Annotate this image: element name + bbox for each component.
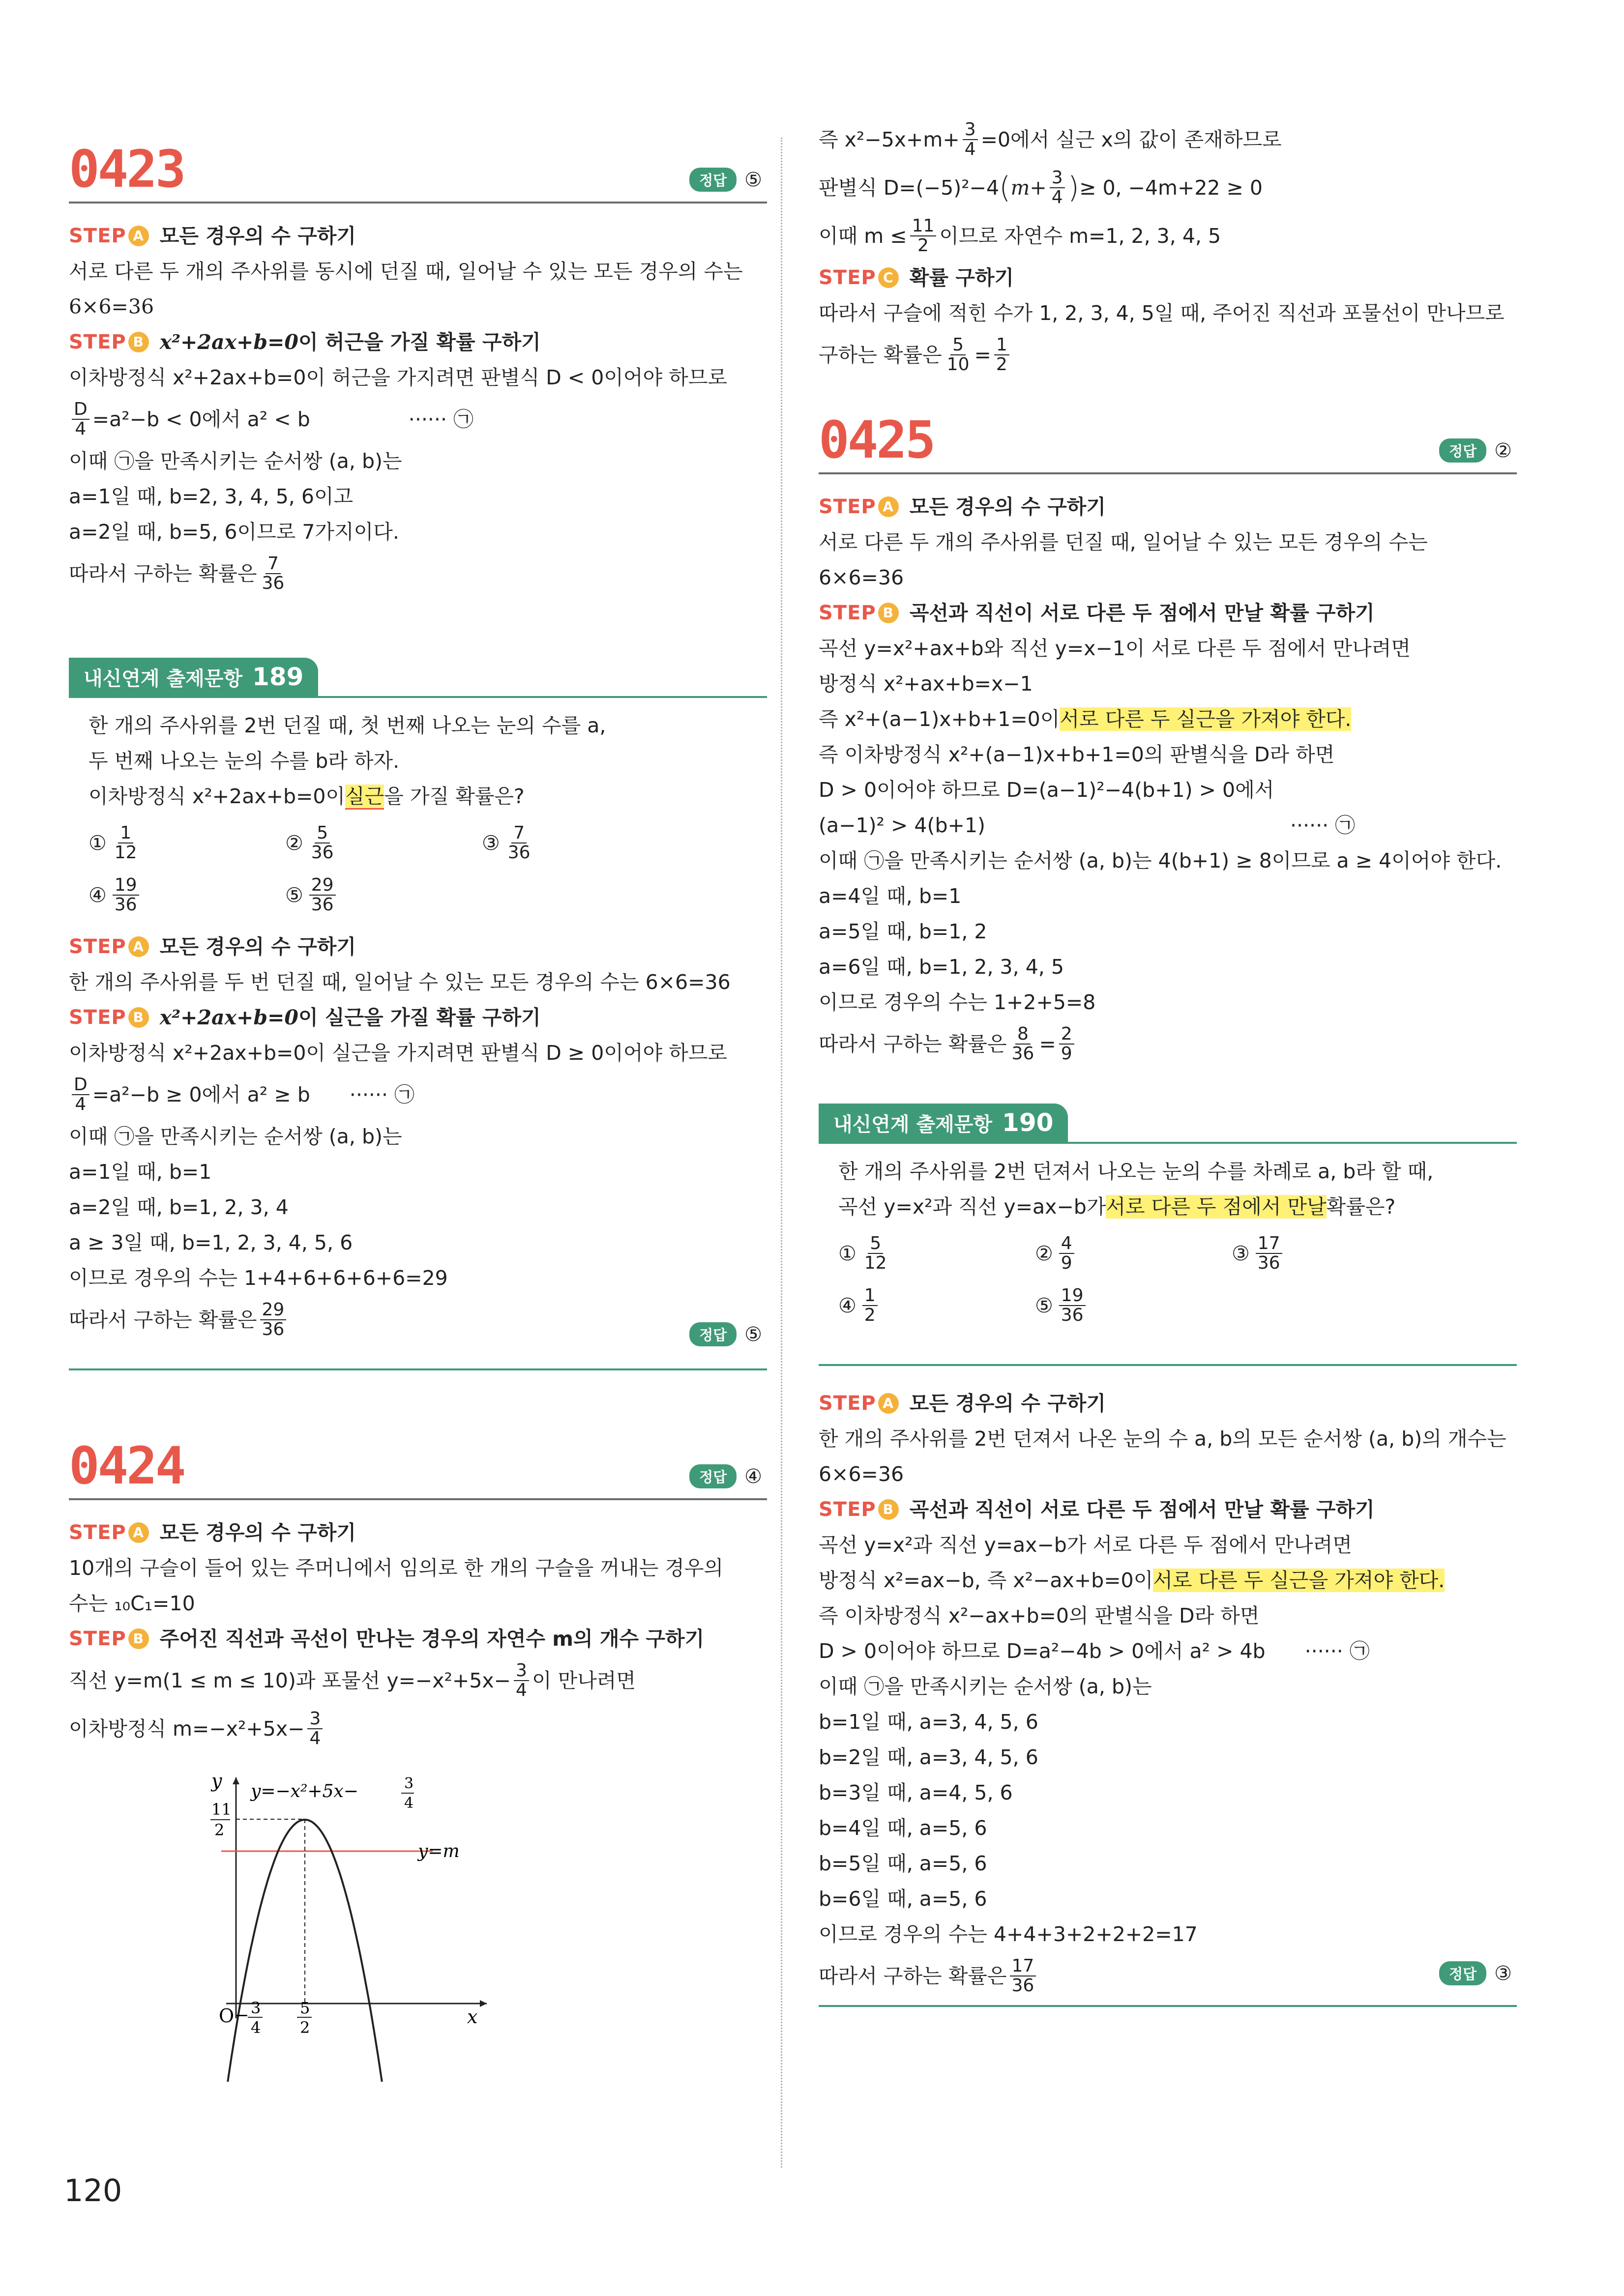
- fraction: $\frac{29}{36}$: [260, 1301, 287, 1339]
- answer-badge: [689, 168, 762, 192]
- problem-0425-header: [819, 404, 1517, 474]
- step-b-heading: [69, 1005, 767, 1030]
- step-badge: STEP B: [69, 1005, 149, 1030]
- step-badge: STEP B: [69, 329, 149, 355]
- text-line: a=4일 때, b=1: [819, 884, 962, 908]
- x-axis-label: x: [467, 2006, 478, 2028]
- text-line: 서로 다른 두 개의 주사위를 던질 때, 일어날 수 있는 모든 경우의 수는: [819, 530, 1428, 554]
- text-line: 곡선 y=x²+ax+b와 직선 y=x−1이 서로 다른 두 점에서 만나려면: [819, 637, 1411, 660]
- fraction: $\frac{3}{4}$: [307, 1710, 323, 1748]
- fraction: $\frac{2}{9}$: [1059, 1025, 1074, 1063]
- step-title: 확률 구하기: [909, 266, 1014, 290]
- page-number: 120: [64, 2173, 122, 2209]
- text-line: 이때 ㉠을 만족시키는 순서쌍 (a, b)는: [69, 449, 402, 473]
- text-line: 즉 x²−5x+m+ $\frac{3}{4}$ =0에서 실근 x의 값이 존재하므로: [819, 119, 1282, 159]
- fraction: $\frac{19}{36}$: [1059, 1286, 1086, 1325]
- fraction: $\frac{D}{4}$: [72, 1075, 89, 1114]
- text-line: a=2일 때, b=5, 6이므로 7가지이다.: [69, 520, 399, 544]
- step-title: 모든 경우의 수 구하기: [159, 224, 356, 248]
- text-line: 따라서 구하는 확률은 $\frac{7}{36}$: [69, 554, 767, 593]
- text-line: 따라서 구슬에 적힌 수가 1, 2, 3, 4, 5일 때, 주어진 직선과 포물선이 만나므로: [819, 301, 1505, 325]
- answer-value: ④: [744, 1465, 762, 1488]
- text-line: b=6일 때, a=5, 6: [819, 1887, 987, 1911]
- y-tick-den: 2: [214, 1821, 225, 1839]
- fraction: $\frac{7}{36}$: [507, 823, 531, 863]
- text-line: D > 0이어야 하므로 D=a²−4b > 0에서 a² > 4b ······ ㉠: [819, 1639, 1370, 1663]
- text-line: 서로 다른 두 개의 주사위를 동시에 던질 때, 일어날 수 있는 모든 경우의 수는: [69, 260, 743, 283]
- text-line: 이차방정식 m=−x²+5x− $\frac{3}{4}$: [69, 1710, 767, 1748]
- choice-option: ① $\frac{5}{12}$: [838, 1234, 1035, 1273]
- box-header: [69, 657, 767, 698]
- text-line: 이때 m ≤ $\frac{11}{2}$ 이므로 자연수 m=1, 2, 3, 4, 5: [819, 216, 1221, 256]
- text-line: D > 0이어야 하므로 D=(a−1)²−4(b+1) > 0에서: [819, 778, 1274, 802]
- fraction: $\frac{D}{4}$: [72, 400, 89, 438]
- problem-number: 0424: [69, 1436, 184, 1496]
- step-title: 주어진 직선과 곡선이 만나는 경우의 자연수 m의 개수 구하기: [159, 1627, 705, 1651]
- step-b-heading: [819, 600, 1517, 626]
- text-line: 10개의 구슬이 들어 있는 주머니에서 임의로 한 개의 구슬을 꺼내는 경우의: [69, 1556, 724, 1580]
- fraction: $\frac{4}{9}$: [1059, 1234, 1074, 1273]
- text-line: 이때 ㉠을 만족시키는 순서쌍 (a, b)는 4(b+1) ≥ 8이므로 a ≥ 4이어야 한다.: [819, 849, 1502, 872]
- choice-option: ⑤ $\frac{19}{36}$: [1035, 1286, 1232, 1325]
- text-line: 한 개의 주사위를 2번 던져서 나오는 눈의 수를 차례로 a, b라 할 때,: [838, 1160, 1434, 1183]
- box-question: [819, 1159, 1517, 1325]
- box-tag: 내신연계 출제문항 189: [69, 658, 318, 696]
- step-title: 모든 경우의 수 구하기: [159, 1521, 356, 1544]
- text-line: a=6일 때, b=1, 2, 3, 4, 5: [819, 955, 1064, 979]
- step-title: 모든 경우의 수 구하기: [909, 495, 1106, 519]
- step-a-heading: [69, 934, 767, 959]
- text-line: 따라서 구하는 확률은 $\frac{29}{36}$: [69, 1301, 767, 1339]
- answer-badge: [1439, 438, 1512, 463]
- answer-value: ③: [1494, 1962, 1512, 1985]
- step-badge: STEP A: [819, 494, 899, 520]
- choice-option: ④ $\frac{19}{36}$: [89, 876, 285, 914]
- choice-option: ③ $\frac{7}{36}$: [482, 824, 679, 862]
- x-axis-arrow: [480, 2000, 487, 2007]
- text-line: 방정식 x²+ax+b=x−1: [819, 672, 1033, 696]
- step-title-math: x²+2ax+b=0: [159, 1006, 298, 1029]
- column-divider: [781, 138, 782, 2168]
- text-line: 한 개의 주사위를 2번 던져서 나온 눈의 수 a, b의 모든 순서쌍 (a, b)의 개수는: [819, 1427, 1506, 1451]
- text-line: 6×6=36: [69, 295, 154, 319]
- y-axis-label: y: [211, 1770, 222, 1792]
- box-header: [819, 1103, 1517, 1144]
- x-tick2-num: 5: [300, 1999, 310, 2017]
- fraction: $\frac{3}{4}$: [514, 1661, 529, 1700]
- step-badge: STEP A: [69, 1520, 149, 1545]
- curve-label-den: 4: [404, 1795, 414, 1812]
- choice-option: ③ $\frac{17}{36}$: [1232, 1234, 1428, 1273]
- fraction: $\frac{5}{10}$: [946, 335, 970, 375]
- answer-label: 정답: [1439, 438, 1486, 463]
- answer-badge: [1439, 1961, 1512, 1985]
- step-c-heading: [819, 265, 1517, 291]
- fraction: $\frac{1}{2}$: [994, 336, 1009, 374]
- step-a-heading: [819, 1391, 1517, 1416]
- text-line: 이차방정식 x²+2ax+b=0이 실근을 가지려면 판별식 D ≥ 0이어야 하므로: [69, 1041, 727, 1065]
- step-title: 모든 경우의 수 구하기: [909, 1392, 1106, 1415]
- text-line: 이차방정식 x²+2ax+b=0이실근을 가질 확률은?: [89, 784, 767, 809]
- problem-0423-header: [69, 133, 767, 203]
- step-b-heading: [69, 329, 767, 355]
- step-a-heading: [819, 494, 1517, 520]
- text-line: 방정식 x²=ax−b, 즉 x²−ax+b=0이서로 다른 두 실근을 가져야 한다.: [819, 1569, 1445, 1592]
- answer-value: ⑤: [744, 168, 762, 191]
- text-line: 이차방정식 x²+2ax+b=0이 허근을 가지려면 판별식 D < 0이어야 하므로: [69, 366, 727, 389]
- step-badge: STEP A: [69, 223, 149, 249]
- step-title: 이 실근을 가질 확률 구하기: [298, 1006, 541, 1029]
- fraction: $\frac{17}{36}$: [1010, 1957, 1036, 1995]
- fraction: $\frac{3}{4}$: [1050, 169, 1065, 207]
- exam-box-190: [819, 1103, 1517, 1366]
- fraction: $\frac{5}{36}$: [311, 823, 334, 863]
- parabola-graph: [192, 1768, 536, 2037]
- text-line: 따라서 구하는 확률은 $\frac{8}{36}$ = $\frac{2}{9}$: [819, 1025, 1517, 1063]
- answer-label: 정답: [689, 1322, 737, 1346]
- text-line: $\frac{D}{4}$ =a²−b ≥ 0에서 a² ≥ b ······ ㉠: [69, 1075, 767, 1114]
- y-tick-num: 11: [211, 1800, 232, 1819]
- problem-number: 0425: [819, 410, 934, 470]
- choice-list: [838, 1234, 1517, 1325]
- fraction: $\frac{5}{12}$: [864, 1233, 887, 1273]
- choice-option: ⑤ $\frac{29}{36}$: [285, 876, 482, 914]
- box-question: [69, 713, 767, 914]
- step-b-heading: [819, 1497, 1517, 1522]
- step-title: 곡선과 직선이 서로 다른 두 점에서 만날 확률 구하기: [909, 1498, 1375, 1521]
- text-line: b=2일 때, a=3, 4, 5, 6: [819, 1745, 1038, 1769]
- text-line: 직선 y=m(1 ≤ m ≤ 10)과 포물선 y=−x²+5x− $\frac{3}{4}$ 이 만나려면: [69, 1660, 636, 1700]
- text-line: 즉 이차방정식 x²+(a−1)x+b+1=0의 판별식을 D라 하면: [819, 743, 1335, 766]
- fraction: $\frac{7}{36}$: [262, 553, 285, 593]
- fraction: $\frac{17}{36}$: [1256, 1234, 1282, 1273]
- fraction: $\frac{29}{36}$: [309, 876, 336, 914]
- text-line: 판별식 D=(−5)²−4 ( m+ $\frac{3}{4}$ ) ≥ 0, −4m+22 ≥ 0: [819, 168, 1263, 207]
- text-line: b=1일 때, a=3, 4, 5, 6: [819, 1710, 1038, 1734]
- text-line: $\frac{D}{4}$ =a²−b < 0에서 a² < b ······ ㉠: [69, 400, 767, 438]
- step-badge: STEP A: [69, 934, 149, 959]
- x-tick2-den: 2: [300, 2018, 310, 2037]
- text-line: b=4일 때, a=5, 6: [819, 1816, 987, 1840]
- text-line: 즉 이차방정식 x²−ax+b=0의 판별식을 D라 하면: [819, 1604, 1260, 1628]
- step-badge: STEP B: [819, 1497, 899, 1522]
- x-tick1-sign: −: [235, 2005, 249, 2025]
- text-line: 한 개의 주사위를 2번 던질 때, 첫 번째 나오는 눈의 수를 a,: [89, 714, 606, 737]
- answer-value: ②: [1494, 439, 1512, 462]
- step-a-heading: [69, 223, 767, 249]
- step-title: 곡선과 직선이 서로 다른 두 점에서 만날 확률 구하기: [909, 601, 1375, 625]
- fraction: $\frac{19}{36}$: [113, 876, 139, 914]
- fraction: $\frac{11}{2}$: [910, 217, 937, 255]
- text-line: 이므로 경우의 수는 4+4+3+2+2+2=17: [819, 1922, 1198, 1946]
- exam-box-189: [69, 657, 767, 1370]
- text-line: 6×6=36: [819, 566, 904, 589]
- text-line: a=2일 때, b=1, 2, 3, 4: [69, 1195, 289, 1219]
- y-axis-arrow: [233, 1777, 239, 1784]
- text-line: 이므로 경우의 수는 1+4+6+6+6+6=29: [69, 1266, 448, 1290]
- answer-badge: [689, 1464, 762, 1488]
- choice-option: ④ $\frac{1}{2}$: [838, 1286, 1035, 1325]
- text-line: b=3일 때, a=4, 5, 6: [819, 1781, 1013, 1804]
- x-tick1-num: 3: [251, 1999, 261, 2017]
- left-column: [69, 133, 767, 2037]
- text-line: 수는 ₁₀C₁=10: [69, 1592, 195, 1615]
- curve-label-num: 3: [404, 1775, 414, 1792]
- step-title-math: x²+2ax+b=0: [159, 330, 298, 354]
- curve-label: y=−x²+5x−: [251, 1781, 358, 1802]
- text-line: (a−1)² > 4(b+1) ······ ㉠: [819, 814, 1356, 837]
- choice-option: ② $\frac{4}{9}$: [1035, 1234, 1232, 1273]
- text-line: 이때 ㉠을 만족시키는 순서쌍 (a, b)는: [69, 1125, 402, 1148]
- text-line: 이므로 경우의 수는 1+2+5=8: [819, 990, 1096, 1014]
- choice-option: ② $\frac{5}{36}$: [285, 824, 482, 862]
- line-label: y=m: [418, 1841, 460, 1861]
- x-tick1-den: 4: [251, 2018, 261, 2037]
- step-badge: STEP C: [819, 265, 899, 291]
- fraction: $\frac{3}{4}$: [963, 120, 978, 159]
- step-title: 모든 경우의 수 구하기: [159, 935, 356, 959]
- problem-0424-header: [69, 1429, 767, 1500]
- step-badge: STEP B: [69, 1626, 149, 1652]
- choice-list: [89, 824, 767, 914]
- box-tag: 내신연계 출제문항 190: [819, 1104, 1068, 1142]
- text-line: 따라서 구하는 확률은 $\frac{17}{36}$: [819, 1957, 1517, 1995]
- text-line: 한 개의 주사위를 두 번 던질 때, 일어날 수 있는 모든 경우의 수는 6×6=36: [69, 970, 731, 994]
- text-line: a ≥ 3일 때, b=1, 2, 3, 4, 5, 6: [69, 1231, 353, 1254]
- right-column: [819, 120, 1517, 2007]
- answer-badge: [689, 1322, 762, 1346]
- answer-label: 정답: [689, 1464, 737, 1488]
- text-line: a=1일 때, b=2, 3, 4, 5, 6이고: [69, 485, 354, 508]
- step-badge: STEP B: [819, 600, 899, 626]
- fraction: $\frac{8}{36}$: [1011, 1024, 1034, 1064]
- fraction: $\frac{1}{12}$: [114, 823, 137, 863]
- text-line: a=5일 때, b=1, 2: [819, 920, 987, 943]
- text-line: a=1일 때, b=1: [69, 1160, 212, 1184]
- final-line-wrapper: [819, 1957, 1517, 2007]
- step-b-heading: [69, 1626, 767, 1652]
- text-line: 구하는 확률은 $\frac{5}{10}$ = $\frac{1}{2}$: [819, 336, 1517, 374]
- problem-number: 0423: [69, 139, 184, 199]
- answer-value: ⑤: [744, 1323, 762, 1346]
- text-line: 6×6=36: [819, 1462, 904, 1486]
- text-line: 이때 ㉠을 만족시키는 순서쌍 (a, b)는: [819, 1675, 1152, 1698]
- choice-option: ① $\frac{1}{12}$: [89, 824, 285, 862]
- answer-label: 정답: [1439, 1961, 1486, 1985]
- answer-label: 정답: [689, 168, 737, 192]
- text-line: 즉 x²+(a−1)x+b+1=0이서로 다른 두 실근을 가져야 한다.: [819, 707, 1352, 731]
- text-line: 곡선 y=x²과 직선 y=ax−b가서로 다른 두 점에서 만날확률은?: [838, 1195, 1396, 1219]
- origin-label: O: [219, 2005, 235, 2027]
- text-line: 곡선 y=x²과 직선 y=ax−b가 서로 다른 두 점에서 만나려면: [819, 1533, 1352, 1557]
- fraction: $\frac{1}{2}$: [862, 1286, 878, 1325]
- step-a-heading: [69, 1520, 767, 1545]
- text-line: 두 번째 나오는 눈의 수를 b라 하자.: [89, 749, 400, 773]
- text-line: b=5일 때, a=5, 6: [819, 1852, 987, 1875]
- step-badge: STEP A: [819, 1391, 899, 1416]
- step-title: 이 허근을 가질 확률 구하기: [298, 330, 541, 354]
